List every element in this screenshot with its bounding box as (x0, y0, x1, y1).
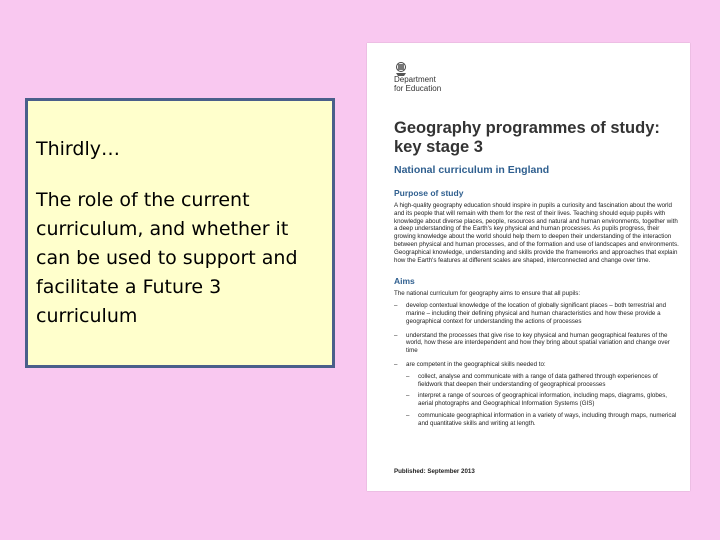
text-callout-box (25, 98, 335, 368)
published-date: Published: September 2013 (394, 468, 475, 475)
skills-list (406, 373, 680, 428)
aim-item: – understand the processes that give rise to key physical and human geographical features of the world, how these are interdependent and how they bring about spatial variation and change over time (394, 332, 680, 355)
document-title: Geography programmes of study: key stage 3 (394, 119, 660, 156)
purpose-text: A high-quality geography education should inspire in pupils a curiosity and fascination about the world and its people that will remain with them for the rest of their lives. Teaching should equip pupils with knowledge about diverse places, people, resources and natural and human environments, together with a deep understanding of the Earth's key physical and human processes. As pupils progress, their growing knowledge about the world should help them to deepen their understanding of the interaction between physical and human processes, and of the formation and use of landscapes and environments. Geographical knowledge, understanding and skills provide the frameworks and approaches that explain how the Earth's features at different scales are shaped, interconnected and change over time. (394, 202, 679, 264)
aim-item: – develop contextual knowledge of the location of globally significant places – both terrestrial and marine – including their defining physical and human characteristics and how these provide a geographical context for understanding the actions of processes (394, 302, 680, 325)
aim-item (394, 361, 680, 428)
skill-item: – collect, analyse and communicate with a range of data gathered through experiences of fieldwork that deepen their understanding of geographical processes (406, 373, 680, 389)
document-subtitle: National curriculum in England (394, 164, 550, 176)
callout-body: The role of the current curriculum, and whether it can be used to support and facilitate a Future 3 curriculum (36, 189, 298, 327)
department-name: Department for Education (394, 75, 442, 93)
skill-item: – communicate geographical information in a variety of ways, including through maps, numerical and quantitative skills and writing at length. (406, 412, 680, 428)
purpose-heading: Purpose of study (394, 188, 464, 198)
skill-item: – interpret a range of sources of geographical information, including maps, diagrams, globes, aerial photographs and Geographical Information Systems (GIS) (406, 392, 680, 408)
aims-intro: The national curriculum for geography aims to ensure that all pupils: (394, 290, 581, 298)
aims-heading: Aims (394, 276, 415, 287)
curriculum-document-image (367, 43, 690, 491)
dfe-logo (394, 61, 680, 93)
aim-item-text: are competent in the geographical skills needed to: (406, 360, 546, 368)
callout-heading: Thirdly… (36, 138, 120, 160)
aims-list (394, 302, 680, 427)
